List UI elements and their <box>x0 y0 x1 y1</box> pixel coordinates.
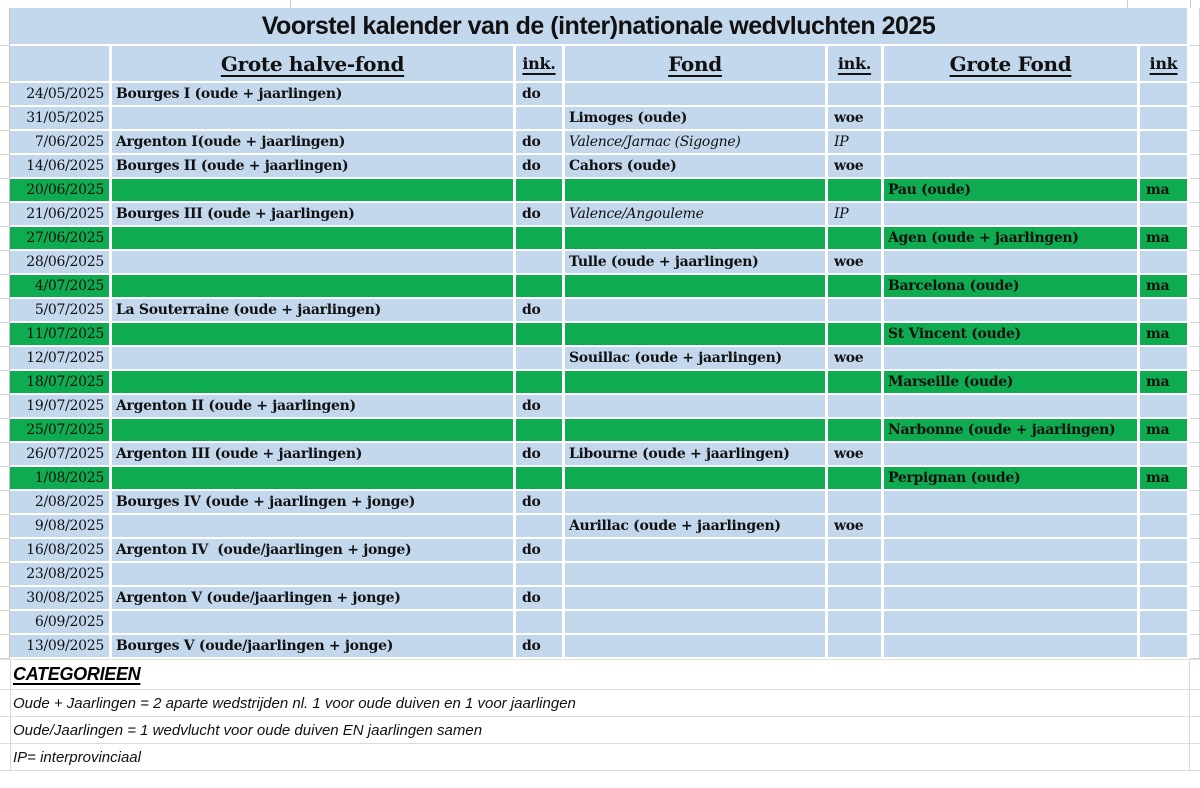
cell-gf-ink[interactable] <box>1140 443 1190 467</box>
table-row <box>0 323 1200 347</box>
cell-grote-halve-fond[interactable] <box>112 323 516 347</box>
cell-fond[interactable] <box>565 563 828 587</box>
right-margin <box>1190 155 1200 179</box>
cell-fond-ink[interactable] <box>828 395 884 419</box>
right-margin <box>1190 251 1200 275</box>
cell-gf-ink[interactable]: ma <box>1140 227 1190 251</box>
cell-ghf-ink[interactable]: do <box>516 635 565 659</box>
cell-gf-ink[interactable] <box>1140 83 1190 107</box>
cell-fond-ink[interactable] <box>828 587 884 611</box>
cell-grote-fond[interactable] <box>884 107 1140 131</box>
table-row <box>0 107 1200 131</box>
table-row <box>0 515 1200 539</box>
cell-fond[interactable] <box>565 323 828 347</box>
category-definition: IP= interprovinciaal <box>0 744 1200 771</box>
cell-grote-fond[interactable] <box>884 563 1140 587</box>
left-margin <box>0 323 10 347</box>
cell-fond-ink[interactable] <box>828 299 884 323</box>
cell-grote-fond[interactable] <box>884 155 1140 179</box>
gridline-vertical <box>1189 660 1190 771</box>
right-margin <box>1190 179 1200 203</box>
right-margin <box>1190 131 1200 155</box>
left-margin <box>0 395 10 419</box>
cell-grote-fond[interactable]: Agen (oude + jaarlingen) <box>884 227 1140 251</box>
cell-ghf-ink[interactable] <box>516 467 565 491</box>
cell-grote-fond[interactable] <box>884 611 1140 635</box>
cell-grote-halve-fond[interactable]: Argenton III (oude + jaarlingen) <box>112 443 516 467</box>
cell-ghf-ink[interactable]: do <box>516 443 565 467</box>
cell-grote-halve-fond[interactable]: Argenton I(oude + jaarlingen) <box>112 131 516 155</box>
title-row <box>0 8 1200 46</box>
cell-grote-fond[interactable] <box>884 587 1140 611</box>
cell-date[interactable]: 30/08/2025 <box>10 587 112 611</box>
cell-date[interactable]: 2/08/2025 <box>10 491 112 515</box>
cell-ghf-ink[interactable] <box>516 107 565 131</box>
cell-grote-fond[interactable] <box>884 443 1140 467</box>
cell-fond[interactable] <box>565 227 828 251</box>
gridline-tick <box>1127 0 1128 8</box>
left-margin <box>0 563 10 587</box>
left-margin <box>0 275 10 299</box>
cell-gf-ink[interactable]: ma <box>1140 323 1190 347</box>
table-row <box>0 419 1200 443</box>
cell-date[interactable]: 9/08/2025 <box>10 515 112 539</box>
table-row <box>0 275 1200 299</box>
right-margin <box>1190 395 1200 419</box>
header-label: ink. <box>837 54 872 73</box>
left-margin <box>0 131 10 155</box>
cell-grote-halve-fond[interactable]: Bourges IV (oude + jaarlingen + jonge) <box>112 491 516 515</box>
cell-gf-ink[interactable] <box>1140 203 1190 227</box>
cell-grote-halve-fond[interactable]: La Souterraine (oude + jaarlingen) <box>112 299 516 323</box>
cell-ghf-ink[interactable] <box>516 251 565 275</box>
table-row <box>0 179 1200 203</box>
column-header-row <box>0 46 1200 83</box>
cell-fond[interactable]: Limoges (oude) <box>565 107 828 131</box>
left-margin <box>0 347 10 371</box>
categories-heading-label: CATEGORIEEN <box>13 664 141 684</box>
cell-gf-ink[interactable] <box>1140 395 1190 419</box>
cell-ghf-ink[interactable] <box>516 275 565 299</box>
cell-gf-ink[interactable]: ma <box>1140 179 1190 203</box>
cell-gf-ink[interactable] <box>1140 299 1190 323</box>
cell-grote-fond[interactable]: Barcelona (oude) <box>884 275 1140 299</box>
cell-fond[interactable] <box>565 395 828 419</box>
cell-fond-ink[interactable]: woe <box>828 155 884 179</box>
left-margin <box>0 46 10 83</box>
table-row <box>0 371 1200 395</box>
left-margin <box>0 179 10 203</box>
table-row <box>0 443 1200 467</box>
cell-grote-halve-fond[interactable] <box>112 251 516 275</box>
cell-ghf-ink[interactable] <box>516 611 565 635</box>
cell-date[interactable]: 1/08/2025 <box>10 467 112 491</box>
header-grote-halve-fond[interactable] <box>112 46 516 83</box>
cell-grote-fond[interactable] <box>884 515 1140 539</box>
category-definition: Oude + Jaarlingen = 2 aparte wedstrijden nl. 1 voor oude duiven en 1 voor jaarlingen <box>0 690 1200 717</box>
cell-fond-ink[interactable]: woe <box>828 515 884 539</box>
cell-fond[interactable] <box>565 491 828 515</box>
right-margin <box>1190 539 1200 563</box>
cell-grote-halve-fond[interactable] <box>112 227 516 251</box>
gridline-tick <box>290 0 291 8</box>
cell-date[interactable]: 5/07/2025 <box>10 299 112 323</box>
cell-date[interactable]: 23/08/2025 <box>10 563 112 587</box>
table-row <box>0 299 1200 323</box>
cell-fond-ink[interactable] <box>828 83 884 107</box>
right-margin <box>1190 419 1200 443</box>
cell-gf-ink[interactable] <box>1140 131 1190 155</box>
left-margin <box>0 491 10 515</box>
left-margin <box>0 203 10 227</box>
gridline-tick <box>1190 0 1191 8</box>
cell-fond-ink[interactable] <box>828 275 884 299</box>
cell-date[interactable]: 6/09/2025 <box>10 611 112 635</box>
cell-gf-ink[interactable]: ma <box>1140 419 1190 443</box>
cell-fond[interactable]: Libourne (oude + jaarlingen) <box>565 443 828 467</box>
cell-ghf-ink[interactable] <box>516 371 565 395</box>
cell-ghf-ink[interactable] <box>516 419 565 443</box>
right-margin <box>1190 587 1200 611</box>
cell-date[interactable]: 18/07/2025 <box>10 371 112 395</box>
calendar-rows <box>0 83 1200 659</box>
cell-fond[interactable] <box>565 179 828 203</box>
header-ink-1[interactable] <box>516 46 565 83</box>
cell-grote-halve-fond[interactable] <box>112 179 516 203</box>
table-row <box>0 227 1200 251</box>
cell-fond-ink[interactable]: woe <box>828 251 884 275</box>
right-margin <box>1190 347 1200 371</box>
table-row <box>0 83 1200 107</box>
table-row <box>0 611 1200 635</box>
cell-fond[interactable] <box>565 83 828 107</box>
header-label: Grote Fond <box>949 51 1072 76</box>
cell-date[interactable]: 19/07/2025 <box>10 395 112 419</box>
cell-grote-fond[interactable]: Pau (oude) <box>884 179 1140 203</box>
right-margin <box>1190 371 1200 395</box>
table-row <box>0 347 1200 371</box>
cell-grote-halve-fond[interactable] <box>112 467 516 491</box>
cell-gf-ink[interactable] <box>1140 155 1190 179</box>
cell-fond[interactable]: Valence/Jarnac (Sigogne) <box>565 131 828 155</box>
cell-ghf-ink[interactable] <box>516 179 565 203</box>
cell-grote-halve-fond[interactable]: Bourges V (oude/jaarlingen + jonge) <box>112 635 516 659</box>
right-margin <box>1190 611 1200 635</box>
cell-fond-ink[interactable] <box>828 467 884 491</box>
cell-fond-ink[interactable] <box>828 491 884 515</box>
cell-ghf-ink[interactable]: do <box>516 491 565 515</box>
left-margin <box>0 419 10 443</box>
cell-date[interactable]: 26/07/2025 <box>10 443 112 467</box>
cell-fond[interactable] <box>565 539 828 563</box>
cell-fond-ink[interactable]: IP <box>828 131 884 155</box>
right-margin <box>1190 491 1200 515</box>
cell-fond-ink[interactable]: woe <box>828 107 884 131</box>
left-margin <box>0 611 10 635</box>
left-margin <box>0 251 10 275</box>
right-margin <box>1190 203 1200 227</box>
cell-grote-fond[interactable] <box>884 299 1140 323</box>
page-title: Voorstel kalender van de (inter)nationale wedvluchten 2025 <box>10 8 1190 46</box>
table-row <box>0 491 1200 515</box>
right-margin <box>1190 635 1200 659</box>
cell-fond[interactable] <box>565 635 828 659</box>
table-row <box>0 539 1200 563</box>
cell-ghf-ink[interactable]: do <box>516 83 565 107</box>
cell-grote-halve-fond[interactable] <box>112 419 516 443</box>
cell-date[interactable]: 7/06/2025 <box>10 131 112 155</box>
cell-gf-ink[interactable] <box>1140 491 1190 515</box>
cell-fond[interactable]: Tulle (oude + jaarlingen) <box>565 251 828 275</box>
cell-grote-halve-fond[interactable] <box>112 371 516 395</box>
cell-date[interactable]: 24/05/2025 <box>10 83 112 107</box>
cell-grote-halve-fond[interactable] <box>112 515 516 539</box>
header-label: Grote halve-fond <box>220 51 405 76</box>
cell-fond-ink[interactable]: woe <box>828 347 884 371</box>
cell-ghf-ink[interactable] <box>516 515 565 539</box>
cell-ghf-ink[interactable]: do <box>516 131 565 155</box>
cell-grote-halve-fond[interactable]: Argenton II (oude + jaarlingen) <box>112 395 516 419</box>
cell-fond[interactable]: Cahors (oude) <box>565 155 828 179</box>
cell-date[interactable]: 14/06/2025 <box>10 155 112 179</box>
cell-ghf-ink[interactable] <box>516 323 565 347</box>
categories-heading <box>0 660 1200 690</box>
date-column-header[interactable] <box>10 46 112 83</box>
left-margin <box>0 443 10 467</box>
left-margin <box>0 155 10 179</box>
cell-grote-fond[interactable] <box>884 203 1140 227</box>
cell-fond[interactable]: Aurillac (oude + jaarlingen) <box>565 515 828 539</box>
cell-grote-halve-fond[interactable] <box>112 611 516 635</box>
table-row <box>0 467 1200 491</box>
cell-fond[interactable] <box>565 467 828 491</box>
cell-gf-ink[interactable]: ma <box>1140 371 1190 395</box>
header-label: ink. <box>522 54 556 73</box>
cell-grote-fond[interactable] <box>884 395 1140 419</box>
cell-ghf-ink[interactable]: do <box>516 203 565 227</box>
cell-ghf-ink[interactable]: do <box>516 395 565 419</box>
cell-fond-ink[interactable] <box>828 227 884 251</box>
header-grote-fond[interactable] <box>884 46 1140 83</box>
cell-grote-fond[interactable] <box>884 131 1140 155</box>
left-margin <box>0 587 10 611</box>
cell-ghf-ink[interactable] <box>516 563 565 587</box>
cell-gf-ink[interactable] <box>1140 347 1190 371</box>
table-row <box>0 587 1200 611</box>
cell-grote-halve-fond[interactable]: Argenton IV (oude/jaarlingen + jonge) <box>112 539 516 563</box>
cell-grote-halve-fond[interactable]: Bourges I (oude + jaarlingen) <box>112 83 516 107</box>
right-margin <box>1190 275 1200 299</box>
cell-grote-halve-fond[interactable] <box>112 107 516 131</box>
cell-date[interactable]: 27/06/2025 <box>10 227 112 251</box>
right-margin <box>1190 323 1200 347</box>
right-margin <box>1190 443 1200 467</box>
cell-grote-fond[interactable]: St Vincent (oude) <box>884 323 1140 347</box>
right-margin <box>1190 83 1200 107</box>
cell-fond-ink[interactable] <box>828 323 884 347</box>
cell-ghf-ink[interactable]: do <box>516 299 565 323</box>
cell-fond-ink[interactable]: IP <box>828 203 884 227</box>
table-row <box>0 635 1200 659</box>
cell-gf-ink[interactable]: ma <box>1140 275 1190 299</box>
cell-fond[interactable] <box>565 611 828 635</box>
cell-fond[interactable] <box>565 275 828 299</box>
left-margin <box>0 227 10 251</box>
table-row <box>0 155 1200 179</box>
left-margin <box>0 8 10 46</box>
cell-gf-ink[interactable] <box>1140 515 1190 539</box>
cell-gf-ink[interactable] <box>1140 107 1190 131</box>
cell-gf-ink[interactable] <box>1140 251 1190 275</box>
cell-date[interactable]: 16/08/2025 <box>10 539 112 563</box>
header-label: ink <box>1149 54 1178 73</box>
right-margin <box>1190 563 1200 587</box>
cell-ghf-ink[interactable] <box>516 227 565 251</box>
cell-fond-ink[interactable] <box>828 539 884 563</box>
cell-grote-fond[interactable] <box>884 251 1140 275</box>
category-definition: Oude/Jaarlingen = 1 wedvlucht voor oude duiven EN jaarlingen samen <box>0 717 1200 744</box>
cell-fond-ink[interactable] <box>828 563 884 587</box>
cell-ghf-ink[interactable]: do <box>516 587 565 611</box>
table-row <box>0 131 1200 155</box>
right-margin <box>1190 227 1200 251</box>
header-fond[interactable] <box>565 46 828 83</box>
gridline-vertical <box>10 660 11 771</box>
header-ink-3[interactable] <box>1140 46 1190 83</box>
cell-fond[interactable]: Souillac (oude + jaarlingen) <box>565 347 828 371</box>
right-margin <box>1190 46 1200 83</box>
cell-grote-fond[interactable] <box>884 83 1140 107</box>
right-margin <box>1190 515 1200 539</box>
table-row <box>0 251 1200 275</box>
left-margin <box>0 635 10 659</box>
cell-fond[interactable] <box>565 419 828 443</box>
categories-section <box>0 659 1200 771</box>
cell-grote-halve-fond[interactable]: Bourges II (oude + jaarlingen) <box>112 155 516 179</box>
table-row <box>0 203 1200 227</box>
left-margin <box>0 83 10 107</box>
cell-date[interactable]: 11/07/2025 <box>10 323 112 347</box>
right-margin <box>1190 299 1200 323</box>
cell-fond-ink[interactable] <box>828 635 884 659</box>
cell-gf-ink[interactable] <box>1140 563 1190 587</box>
left-margin <box>0 371 10 395</box>
cell-fond-ink[interactable] <box>828 371 884 395</box>
cell-date[interactable]: 13/09/2025 <box>10 635 112 659</box>
right-margin <box>1190 467 1200 491</box>
cell-grote-halve-fond[interactable] <box>112 563 516 587</box>
cell-grote-fond[interactable] <box>884 539 1140 563</box>
cell-grote-halve-fond[interactable] <box>112 275 516 299</box>
cell-grote-fond[interactable]: Narbonne (oude + jaarlingen) <box>884 419 1140 443</box>
left-margin <box>0 107 10 131</box>
left-margin <box>0 515 10 539</box>
cell-date[interactable]: 28/06/2025 <box>10 251 112 275</box>
cell-fond[interactable] <box>565 299 828 323</box>
cell-grote-halve-fond[interactable]: Argenton V (oude/jaarlingen + jonge) <box>112 587 516 611</box>
left-margin <box>0 539 10 563</box>
sheet-top-margin <box>0 0 1200 8</box>
cell-fond-ink[interactable] <box>828 419 884 443</box>
cell-fond[interactable] <box>565 371 828 395</box>
cell-grote-fond[interactable] <box>884 347 1140 371</box>
cell-fond-ink[interactable] <box>828 179 884 203</box>
cell-ghf-ink[interactable]: do <box>516 539 565 563</box>
cell-ghf-ink[interactable] <box>516 347 565 371</box>
cell-date[interactable]: 25/07/2025 <box>10 419 112 443</box>
left-margin <box>0 299 10 323</box>
right-margin <box>1190 8 1200 46</box>
cell-fond-ink[interactable]: woe <box>828 443 884 467</box>
cell-grote-halve-fond[interactable]: Bourges III (oude + jaarlingen) <box>112 203 516 227</box>
cell-gf-ink[interactable]: ma <box>1140 467 1190 491</box>
cell-ghf-ink[interactable]: do <box>516 155 565 179</box>
table-row <box>0 395 1200 419</box>
left-margin <box>0 467 10 491</box>
cell-grote-fond[interactable] <box>884 635 1140 659</box>
cell-fond-ink[interactable] <box>828 611 884 635</box>
cell-grote-fond[interactable]: Perpignan (oude) <box>884 467 1140 491</box>
table-row <box>0 563 1200 587</box>
cell-date[interactable]: 21/06/2025 <box>10 203 112 227</box>
cell-date[interactable]: 31/05/2025 <box>10 107 112 131</box>
header-ink-2[interactable] <box>828 46 884 83</box>
cell-grote-halve-fond[interactable] <box>112 347 516 371</box>
cell-fond[interactable] <box>565 587 828 611</box>
cell-gf-ink[interactable] <box>1140 587 1190 611</box>
cell-date[interactable]: 12/07/2025 <box>10 347 112 371</box>
right-margin <box>1190 107 1200 131</box>
cell-gf-ink[interactable] <box>1140 635 1190 659</box>
cell-gf-ink[interactable] <box>1140 539 1190 563</box>
cell-grote-fond[interactable] <box>884 491 1140 515</box>
cell-date[interactable]: 4/07/2025 <box>10 275 112 299</box>
header-label: Fond <box>668 51 722 76</box>
cell-date[interactable]: 20/06/2025 <box>10 179 112 203</box>
cell-gf-ink[interactable] <box>1140 611 1190 635</box>
cell-grote-fond[interactable]: Marseille (oude) <box>884 371 1140 395</box>
cell-fond[interactable]: Valence/Angouleme <box>565 203 828 227</box>
